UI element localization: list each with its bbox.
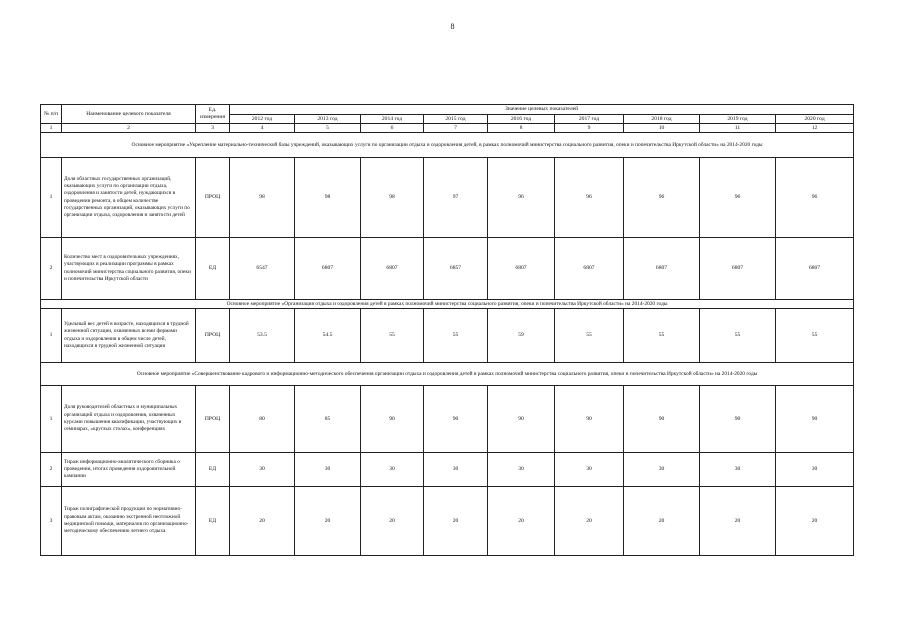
col-number: 10 [624, 124, 700, 133]
value-cell: 30 [555, 453, 624, 487]
header-values: Значение целевых показателей [230, 105, 854, 115]
value-cell: 20 [295, 487, 361, 556]
indicator-row [41, 158, 854, 238]
header-name: Наименование целевого показателя [62, 105, 196, 124]
value-cell: 96 [700, 158, 776, 238]
value-cell: 20 [424, 487, 488, 556]
page-number: 8 [450, 22, 455, 31]
col-number: 6 [361, 124, 424, 133]
value-cell: 90 [555, 386, 624, 453]
value-cell: 20 [700, 487, 776, 556]
indicator-name: Удельный вес детей в возрасте, находящихся в трудной жизненной ситуации, охваченных всеми формами отдыха и оздоровления в общем числе детей, находящихся в трудной жизненной ситуации [62, 309, 196, 363]
col-number: 7 [424, 124, 488, 133]
row-number: 2 [41, 238, 62, 300]
unit-cell: ЕД [196, 453, 230, 487]
value-cell: 20 [230, 487, 295, 556]
value-cell: 20 [555, 487, 624, 556]
indicator-row [41, 238, 854, 300]
value-cell: 55 [424, 309, 488, 363]
year-header: 2018 год [624, 115, 700, 124]
unit-cell: ПРОЦ [196, 309, 230, 363]
indicator-row [41, 309, 854, 363]
value-cell: 6857 [424, 238, 488, 300]
year-header: 2017 год [555, 115, 624, 124]
indicator-name: Тираж информационно-аналитического сборника о проведении, итогах проведения оздоровительной кампании [62, 453, 196, 487]
value-cell: 20 [624, 487, 700, 556]
value-cell: 59 [488, 309, 555, 363]
value-cell: 90 [361, 386, 424, 453]
header-unit: Ед. измерения [196, 105, 230, 124]
row-number: 1 [41, 158, 62, 238]
value-cell: 20 [776, 487, 854, 556]
col-number: 1 [41, 124, 62, 133]
value-cell: 30 [424, 453, 488, 487]
indicator-name: Доля руководителей областных и муниципальных организаций отдыха и оздоровления, охваченных курсами повышения квалификации, участвующих в семинарах, «круглых столах», конференциях [62, 386, 196, 453]
col-number: 3 [196, 124, 230, 133]
indicator-row [41, 453, 854, 487]
indicator-name: Доля областных государственных организаций, оказывающих услуги по организации отдыха, оздоровления и занятости детей, нуждающихся в проведении ремонта, в общем количестве государственных организаций, оказывающих услуги по организации отдыха, оздоровления и занятости детей [62, 158, 196, 238]
value-cell: 6547 [230, 238, 295, 300]
value-cell: 90 [776, 386, 854, 453]
value-cell: 6807 [555, 238, 624, 300]
row-number: 1 [41, 386, 62, 453]
value-cell: 97 [424, 158, 488, 238]
indicator-name: Тираж полиграфической продукции по нормативно-правовым актам, оказанию экстренной неотложной медицинской помощи, материалов по организационно-методическому обеспечению летнего отдыха [62, 487, 196, 556]
col-number: 4 [230, 124, 295, 133]
value-cell: 55 [624, 309, 700, 363]
value-cell: 55 [361, 309, 424, 363]
year-header: 2019 год [700, 115, 776, 124]
year-header: 2012 год [230, 115, 295, 124]
value-cell: 98 [230, 158, 295, 238]
value-cell: 55 [776, 309, 854, 363]
value-cell: 96 [624, 158, 700, 238]
unit-cell: ЕД [196, 487, 230, 556]
row-number: 3 [41, 487, 62, 556]
value-cell: 6807 [488, 238, 555, 300]
value-cell: 85 [295, 386, 361, 453]
value-cell: 53.5 [230, 309, 295, 363]
col-number: 11 [700, 124, 776, 133]
header-row [41, 105, 854, 115]
value-cell: 90 [488, 386, 555, 453]
value-cell: 20 [488, 487, 555, 556]
column-number-row [41, 124, 854, 133]
value-cell: 30 [488, 453, 555, 487]
value-cell: 6807 [624, 238, 700, 300]
year-header: 2015 год [424, 115, 488, 124]
year-header: 2020 год [776, 115, 854, 124]
value-cell: 30 [700, 453, 776, 487]
value-cell: 96 [776, 158, 854, 238]
section-title: Основное мероприятие «Совершенствование кадрового и информационно-методического обеспечения организации отдыха и оздоровления детей в рамках полномочий министерства социального развития, опеки и попечительства Иркутской области» на 2014-2020 годы [41, 363, 854, 386]
header-num: № п/п [41, 105, 62, 124]
year-header: 2014 год [361, 115, 424, 124]
year-header: 2013 год [295, 115, 361, 124]
indicator-row [41, 487, 854, 556]
section-header-row [41, 363, 854, 386]
value-cell: 6807 [776, 238, 854, 300]
col-number: 2 [62, 124, 196, 133]
value-cell: 80 [230, 386, 295, 453]
col-number: 8 [488, 124, 555, 133]
unit-cell: ЕД [196, 238, 230, 300]
row-number: 2 [41, 453, 62, 487]
indicator-row [41, 386, 854, 453]
value-cell: 90 [424, 386, 488, 453]
unit-cell: ПРОЦ [196, 158, 230, 238]
col-number: 9 [555, 124, 624, 133]
section-title: Основное мероприятие «Укрепление материально-технической базы учреждений, оказывающих услуги по организации отдыха и оздоровления детей, в рамках полномочий министерства социального развития, опеки и попечительства Иркутской области» на 2014-2020 годы [41, 133, 854, 158]
target-indicators-table [40, 104, 854, 556]
col-number: 12 [776, 124, 854, 133]
value-cell: 30 [230, 453, 295, 487]
value-cell: 20 [361, 487, 424, 556]
value-cell: 55 [700, 309, 776, 363]
value-cell: 6807 [361, 238, 424, 300]
value-cell: 90 [624, 386, 700, 453]
indicator-name: Количество мест в оздоровительных учреждениях, участвующих в реализации программы в рамках полномочий министерства социального развития, опеки и попечительства Иркутской области [62, 238, 196, 300]
value-cell: 55 [555, 309, 624, 363]
section-header-row [41, 300, 854, 309]
value-cell: 98 [361, 158, 424, 238]
value-cell: 6807 [700, 238, 776, 300]
col-number: 5 [295, 124, 361, 133]
row-number: 1 [41, 309, 62, 363]
value-cell: 30 [295, 453, 361, 487]
value-cell: 54.5 [295, 309, 361, 363]
unit-cell: ПРОЦ [196, 386, 230, 453]
section-header-row [41, 133, 854, 158]
value-cell: 90 [700, 386, 776, 453]
value-cell: 98 [295, 158, 361, 238]
value-cell: 96 [555, 158, 624, 238]
value-cell: 30 [624, 453, 700, 487]
value-cell: 96 [488, 158, 555, 238]
section-title: Основное мероприятие «Организация отдыха и оздоровления детей в рамках полномочий министерства социального развития, опеки и попечительства Иркутской области» на 2014-2020 годы [41, 300, 854, 309]
year-header: 2016 год [488, 115, 555, 124]
value-cell: 30 [361, 453, 424, 487]
value-cell: 6807 [295, 238, 361, 300]
value-cell: 30 [776, 453, 854, 487]
